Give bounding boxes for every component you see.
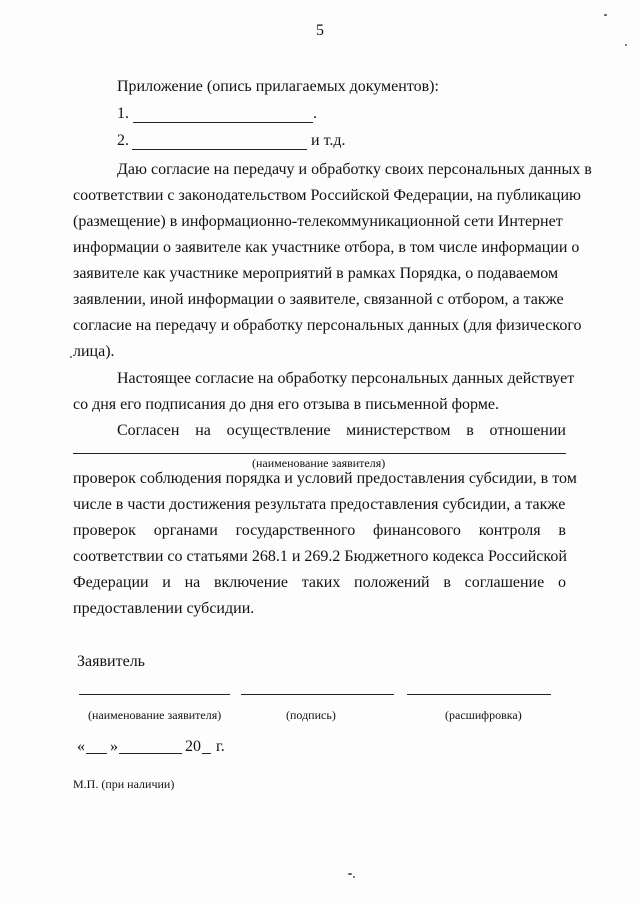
page-number: 5: [316, 22, 324, 39]
agreement-word: в: [466, 422, 474, 439]
agreement-line-6: предоставлении субсидии.: [73, 600, 255, 617]
agreement-line-5: [73, 575, 566, 591]
caption-applicant-name: (наименование заявителя): [88, 708, 222, 722]
applicant-name-sign-blank: [79, 694, 230, 695]
consent-line-5: заявителе как участнике мероприятий в рамках Порядка, о подаваемом: [73, 265, 559, 282]
attachment-item-2-blank: [132, 149, 307, 150]
applicant-label: Заявитель: [77, 653, 145, 670]
date-month-blank: [119, 753, 182, 754]
attachment-heading: Приложение (опись прилагаемых документов):: [117, 78, 439, 95]
agreement-word: включение: [213, 574, 288, 591]
scan-speck: [625, 44, 627, 46]
decode-blank: [407, 694, 551, 695]
agreement-word: в: [558, 522, 566, 539]
agreement-word: министерством: [346, 422, 451, 439]
agreement-line-4: соответствии со статьями 268.1 и 269.2 Бюджетного кодекса Российской: [73, 548, 567, 565]
attachment-item-1-blank: [133, 122, 313, 123]
applicant-name-blank: [73, 453, 566, 454]
date-day-blank: [86, 753, 107, 754]
agreement-line-3: [73, 523, 566, 539]
consent-line-1: Даю согласие на передачу и обработку своих персональных данных в: [117, 161, 592, 178]
validity-line-1: Настоящее согласие на обработку персональных данных действует: [117, 370, 575, 387]
consent-line-7: согласие на передачу и обработку персональных данных (для физического: [73, 317, 582, 334]
signature-blank: [241, 694, 394, 695]
date-open-quote: «: [77, 738, 85, 755]
date-year-blank: [202, 753, 211, 754]
attachment-item-1-number: 1.: [117, 105, 129, 122]
consent-line-8: лица).: [73, 343, 115, 360]
agreement-word: в: [443, 574, 451, 591]
attachment-etc: и т.д.: [311, 132, 346, 149]
scan-speck: [70, 356, 72, 358]
agreement-word: соглашение: [464, 574, 545, 591]
agreement-word: Федерации: [73, 574, 149, 591]
agreement-word: государственного: [235, 522, 356, 539]
agreement-word: контроля: [478, 522, 541, 539]
date-close-quote: »: [110, 738, 118, 755]
agreement-word: финансового: [373, 522, 461, 539]
consent-line-4: информации о заявителе как участнике отбора, в том числе информации о: [73, 239, 580, 256]
agreement-word: на: [184, 574, 201, 591]
consent-line-6: заявлении, иной информации о заявителе, связанной с отбором, а также: [73, 291, 564, 308]
agreement-word: Согласен: [117, 422, 180, 439]
date-year: 20: [185, 738, 201, 755]
caption-decode: (расшифровка): [445, 708, 522, 722]
agreement-word: органами: [153, 522, 218, 539]
agreement-word: осуществление: [226, 422, 331, 439]
agreement-word: положений: [354, 574, 430, 591]
attachment-item-2-number: 2.: [117, 132, 129, 149]
stamp-note: М.П. (при наличии): [73, 777, 175, 791]
validity-line-2: со дня его подписания до дня его отзыва в письменной форме.: [73, 396, 499, 413]
agreement-word: о: [557, 574, 566, 591]
agreement-word: и: [162, 574, 171, 591]
agreement-line-2: числе в части достижения результата предоставления субсидии, а также: [73, 496, 566, 513]
scan-speck: [353, 876, 355, 878]
agreement-word: таких: [301, 574, 341, 591]
scan-speck: [348, 873, 352, 875]
agreement-line-1: проверок соблюдения порядка и условий предоставления субсидии, в том: [73, 470, 577, 487]
agreement-word: отношении: [489, 422, 566, 439]
agreement-word: на: [195, 422, 211, 439]
applicant-name-caption: (наименование заявителя): [252, 456, 386, 470]
date-suffix: г.: [216, 738, 225, 755]
caption-signature: (подпись): [286, 708, 336, 722]
agreement-first-line: [117, 423, 566, 439]
consent-line-2: соответствии с законодательством Российской Федерации, на публикацию: [73, 187, 581, 204]
agreement-word: проверок: [73, 522, 136, 539]
attachment-item-1-dot: .: [313, 105, 317, 122]
scan-speck: [604, 14, 607, 16]
consent-line-3: (размещение) в информационно-телекоммуникационной сети Интернет: [73, 213, 563, 230]
